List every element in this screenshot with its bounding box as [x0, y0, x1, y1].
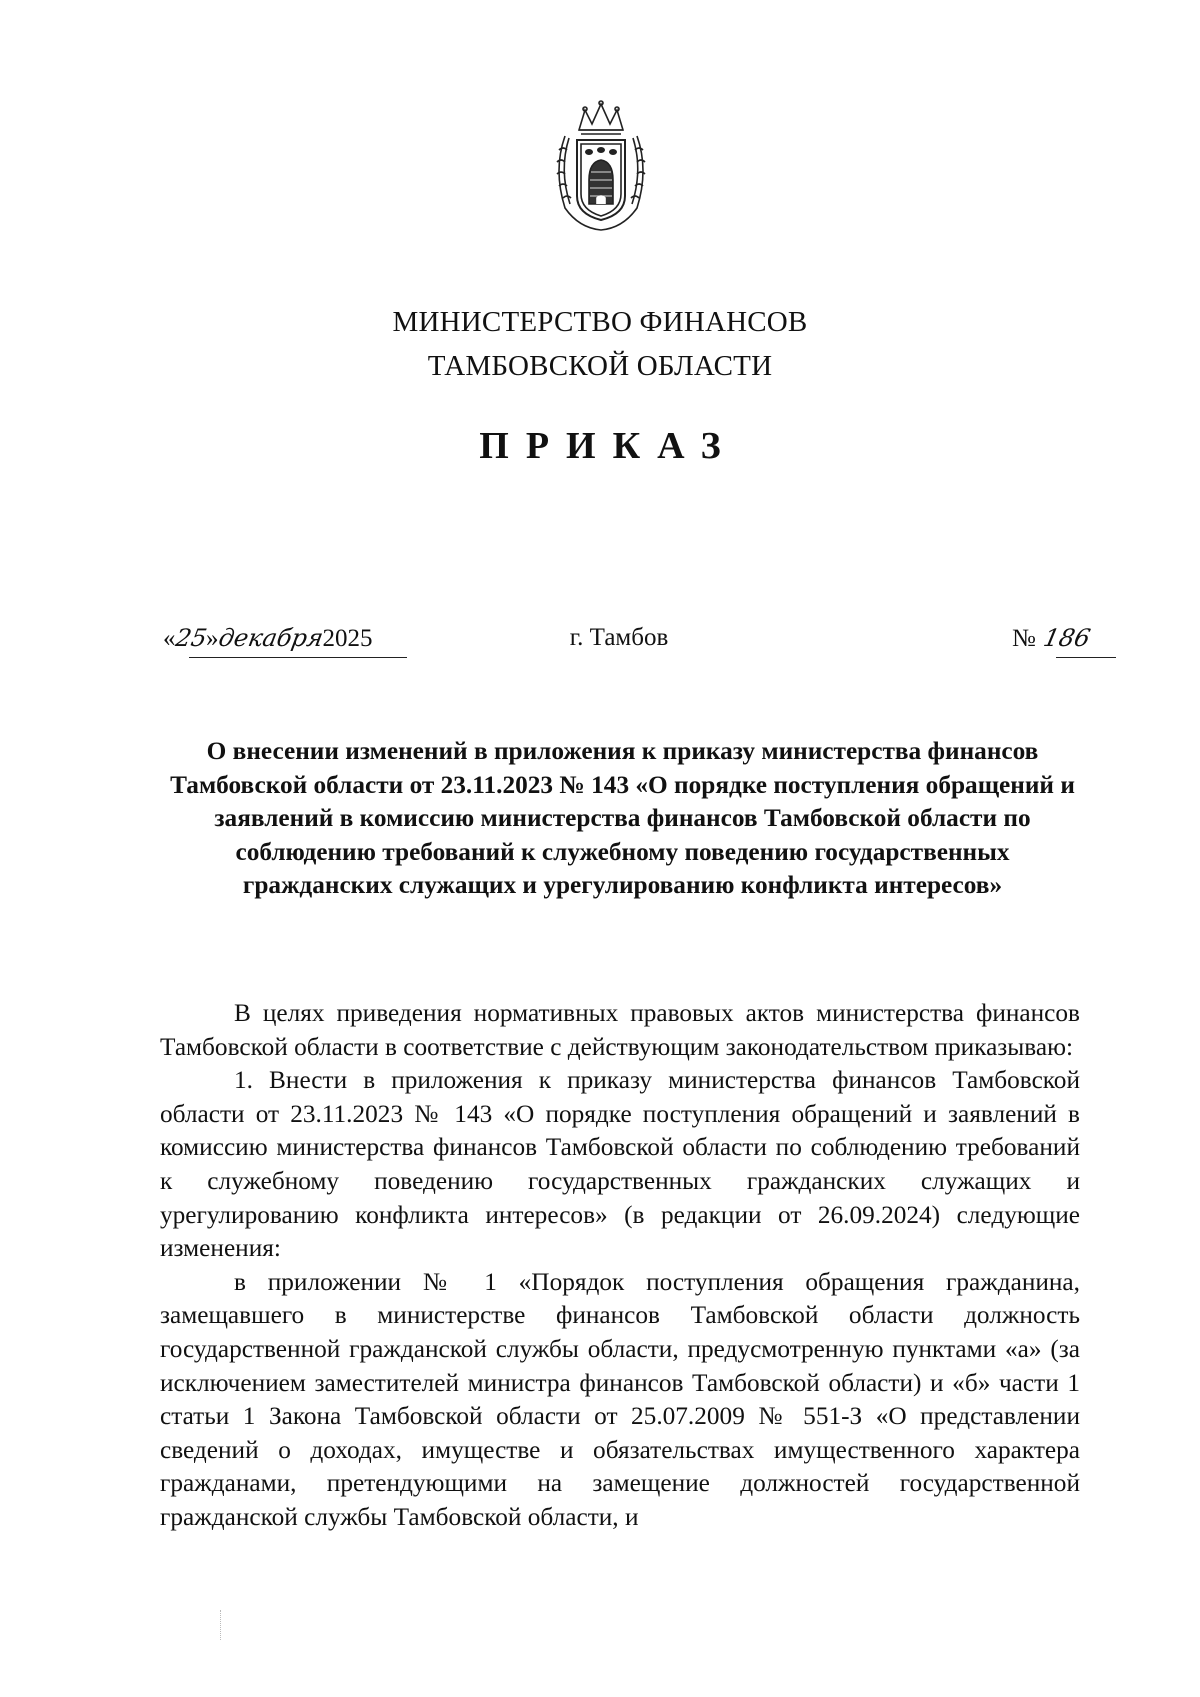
document-type-title: ПРИКАЗ: [479, 425, 738, 467]
document-heading: О внесении изменений в приложения к приказу министерства финансов Тамбовской области от 23.11.2023 № 143 «О порядке поступления обращений и заявлений в комиссию министерства финансов Тамбовской области по соблюдению требований к служебному поведению государственных гражданских служащих и урегулированию конфликта интересов»: [170, 737, 1075, 900]
body-paragraph-item-1: 1. Внести в приложения к приказу министерства финансов Тамбовской области от 23.11.2023 № 143 «О порядке поступления обращений и заявлений в комиссию министерства финансов Тамбовской области по соблюдению требований к служебному поведению государственных гражданских служащих и урегулированию конфликта интересов» (в редакции от 26.09.2024) следующие изменения:: [160, 1066, 1080, 1263]
body-paragraph-appendix-1: в приложении № 1 «Порядок поступления обращения гражданина, замещавшего в министерстве финансов Тамбовской области должность государственной гражданской службы области, предусмотренную пунктами «а» (за исключением заместителей министра финансов Тамбовской области) и «б» части 1 статьи 1 Закона Тамбовской области от 25.07.2009 № 551-З «О представлении сведений о доходах, имуществе и обязательствах имущественного характера гражданами, претендующими на замещение должностей государственной гражданской службы Тамбовской области, и: [160, 1267, 1080, 1531]
tambov-region-coat-of-arms-icon: [545, 100, 657, 232]
coat-of-arms-svg: [545, 100, 657, 232]
organization-name-line2: ТАМБОВСКОЙ ОБЛАСТИ: [427, 350, 773, 382]
date-open-quote: «: [163, 625, 176, 652]
number-label: №: [1012, 625, 1036, 652]
number-value-handwritten: 186: [1040, 624, 1093, 652]
document-number: [1012, 624, 1122, 664]
date-close-quote: »: [206, 625, 219, 652]
body-paragraph-preamble: В целях приведения нормативных правовых актов министерства финансов Тамбовской области в соответствие с действующим законодательством приказываю:: [160, 999, 1080, 1061]
date-day-handwritten: 25: [173, 624, 209, 652]
date-year: 2025: [322, 625, 373, 652]
date-month-handwritten: декабря: [216, 624, 325, 652]
document-city: г. Тамбов: [569, 624, 669, 651]
scan-artifact-divider: [220, 1610, 223, 1640]
number-underline: [1056, 657, 1116, 658]
document-body: [160, 997, 1080, 1535]
organization-name-line1: МИНИСТЕРСТВО ФИНАНСОВ: [392, 306, 808, 338]
